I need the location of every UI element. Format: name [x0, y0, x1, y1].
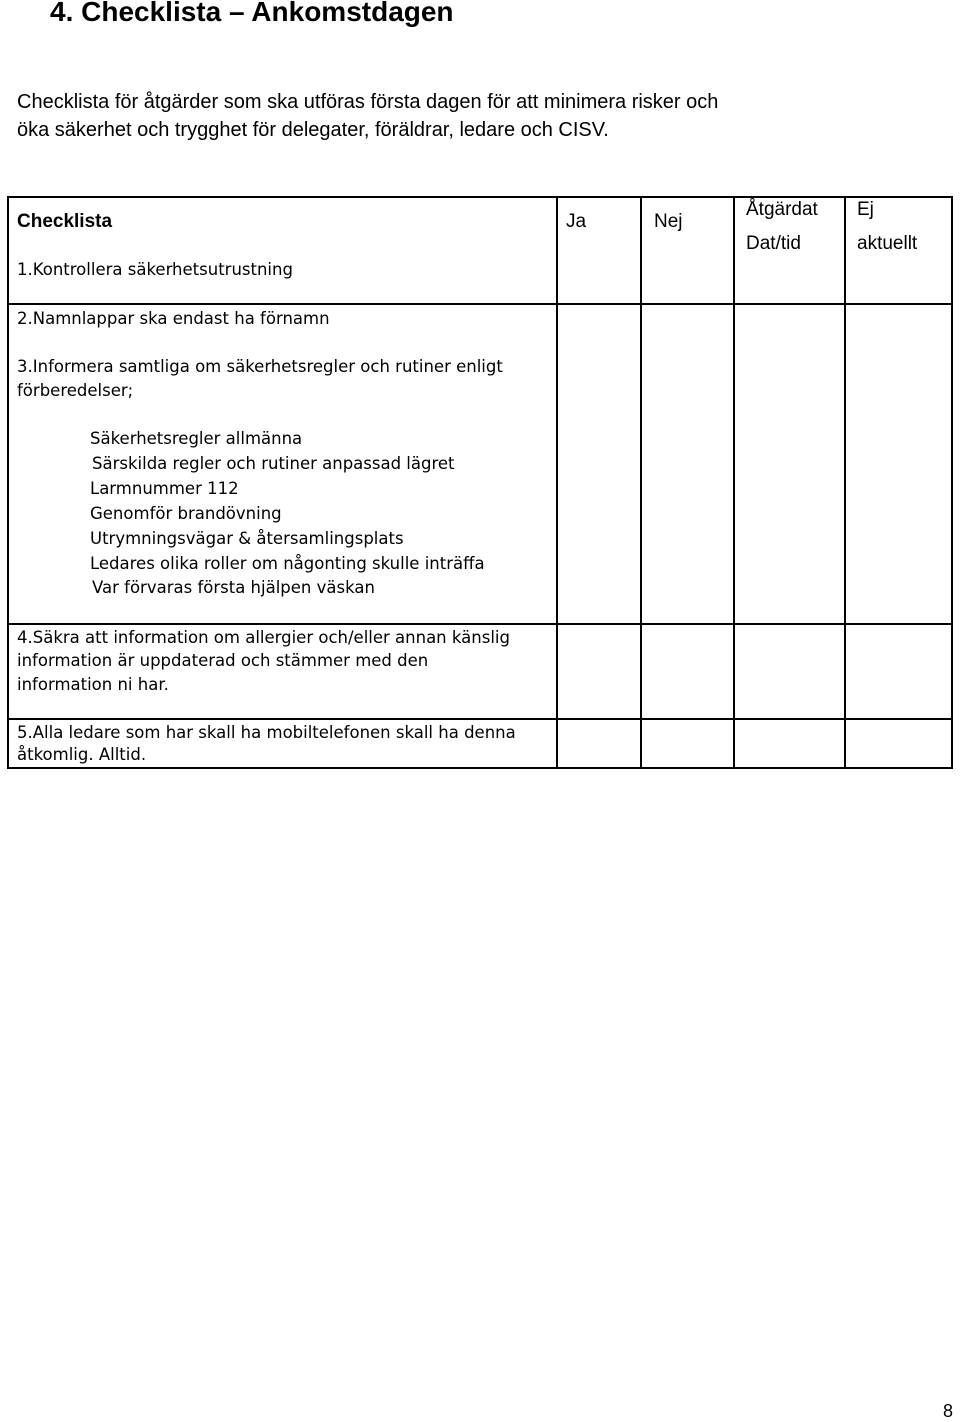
table-border-bottom — [7, 767, 953, 769]
header-no: Nej — [654, 211, 683, 232]
checklist-item-1: 1.Kontrollera säkerhetsutrustning — [17, 260, 293, 279]
column-divider-3 — [733, 196, 735, 769]
subitem: Var förvaras första hjälpen väskan — [92, 578, 375, 597]
column-divider-1 — [556, 196, 558, 769]
header-na-line1: Ej — [857, 199, 874, 220]
checklist-item-4-line2: information är uppdaterad och stämmer med den — [17, 651, 429, 670]
checklist-item-4-line3: information ni har. — [17, 675, 169, 694]
header-yes: Ja — [566, 211, 587, 232]
table-border-top — [7, 196, 953, 198]
checklist-item-4-line1: 4.Säkra att information om allergier och/eller annan känslig — [17, 628, 510, 647]
subitem: Ledares olika roller om någonting skulle inträffa — [90, 554, 485, 573]
checklist-item-5-line2: åtkomlig. Alltid. — [17, 745, 147, 764]
page-heading: 4. Checklista – Ankomstdagen — [50, 0, 454, 27]
table-border-right — [951, 196, 953, 769]
intro-line-1: Checklista för åtgärder som ska utföras första dagen för att minimera risker och — [17, 91, 719, 113]
subitem: Utrymningsvägar & återsamlingsplats — [90, 529, 404, 548]
checklist-item-2: 2.Namnlappar ska endast ha förnamn — [17, 309, 330, 328]
column-divider-4 — [844, 196, 846, 769]
page-number: 8 — [943, 1401, 954, 1421]
column-divider-2 — [640, 196, 642, 769]
header-done-line1: Åtgärdat — [746, 199, 818, 220]
row-divider-1 — [7, 303, 953, 305]
checklist-item-5-line1: 5.Alla ledare som har skall ha mobiltelefonen skall ha denna — [17, 723, 516, 742]
table-border-left — [7, 196, 9, 769]
header-na-line2: aktuellt — [857, 233, 918, 254]
intro-line-2: öka säkerhet och trygghet för delegater, föräldrar, ledare och CISV. — [17, 119, 609, 141]
subitem: Särskilda regler och rutiner anpassad lägret — [92, 454, 455, 473]
checklist-item-3-line2: förberedelser; — [17, 381, 134, 400]
subitem: Larmnummer 112 — [90, 479, 239, 498]
row-divider-3 — [7, 718, 953, 720]
subitem: Genomför brandövning — [90, 504, 282, 523]
checklist-item-3-line1: 3.Informera samtliga om säkerhetsregler och rutiner enligt — [17, 357, 503, 376]
header-checklist: Checklista — [17, 211, 113, 232]
subitem: Säkerhetsregler allmänna — [90, 429, 303, 448]
row-divider-2 — [7, 623, 953, 625]
header-done-line2: Dat/tid — [746, 233, 801, 254]
